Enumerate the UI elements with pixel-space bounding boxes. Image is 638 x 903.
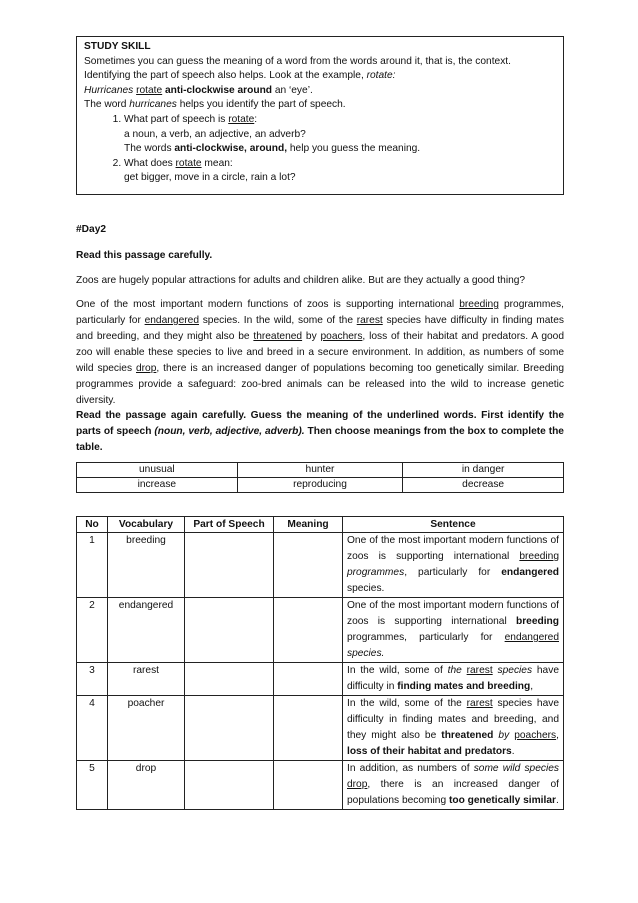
task-instruction: Read the passage again carefully. Guess the meaning of the underlined words. First identify the parts of speech (noun, verb, adjective, adverb). Then choose meanings from the box to complete the table. bbox=[76, 410, 564, 453]
row-sentence: One of the most important modern functions of zoos is supporting international breeding programmes, particularly for endangered species. bbox=[343, 598, 564, 663]
day-heading: #Day2 bbox=[76, 224, 107, 235]
study-skill-box bbox=[76, 36, 564, 195]
study-skill-intro2: Identifying the part of speech also helps. Look at the example, rotate: bbox=[84, 70, 396, 82]
study-skill-intro1: Sometimes you can guess the meaning of a word from the words around it, that is, the context. bbox=[84, 55, 511, 67]
row-part-of-speech-cell[interactable] bbox=[185, 761, 274, 810]
row-part-of-speech-cell[interactable] bbox=[185, 533, 274, 598]
row-meaning-cell[interactable] bbox=[274, 598, 343, 663]
word-box-cell: reproducing bbox=[237, 478, 403, 493]
meaning-word-box bbox=[76, 462, 564, 493]
study-skill-questions bbox=[84, 113, 556, 186]
row-sentence: In the wild, some of the rarest species have difficulty in finding mates and breeding, bbox=[343, 663, 564, 696]
table-row bbox=[77, 761, 564, 810]
row-part-of-speech-cell[interactable] bbox=[185, 598, 274, 663]
table-row bbox=[77, 696, 564, 761]
row-vocabulary: poacher bbox=[108, 696, 185, 761]
table-row bbox=[77, 598, 564, 663]
word-box-cell: hunter bbox=[237, 463, 403, 478]
study-skill-word-line: The word hurricanes helps you identify the part of speech. bbox=[84, 99, 346, 111]
row-vocabulary: rarest bbox=[108, 663, 185, 696]
word-box-row bbox=[77, 463, 564, 478]
table-row bbox=[77, 663, 564, 696]
row-vocabulary: endangered bbox=[108, 598, 185, 663]
row-part-of-speech-cell[interactable] bbox=[185, 696, 274, 761]
row-no: 3 bbox=[77, 663, 108, 696]
table-row bbox=[77, 533, 564, 598]
study-skill-example: Hurricanes rotate anti-clockwise around an ‘eye’. bbox=[84, 84, 313, 96]
table-header-row bbox=[77, 517, 564, 533]
study-question-2: 2. What does rotate mean: get bigger, move in a circle, rain a lot? bbox=[124, 157, 556, 186]
row-part-of-speech-cell[interactable] bbox=[185, 663, 274, 696]
row-sentence: One of the most important modern functions of zoos is supporting international breeding programmes, particularly for endangered species. bbox=[343, 533, 564, 598]
row-meaning-cell[interactable] bbox=[274, 663, 343, 696]
row-meaning-cell[interactable] bbox=[274, 533, 343, 598]
word-box-cell: increase bbox=[77, 478, 238, 493]
passage-paragraph-1: Zoos are hugely popular attractions for adults and children alike. But are they actually a good thing? bbox=[76, 275, 526, 286]
read-instruction: Read this passage carefully. bbox=[76, 250, 213, 261]
row-meaning-cell[interactable] bbox=[274, 696, 343, 761]
word-box-row bbox=[77, 478, 564, 493]
row-no: 5 bbox=[77, 761, 108, 810]
row-vocabulary: drop bbox=[108, 761, 185, 810]
header-no: No bbox=[77, 517, 108, 533]
row-no: 2 bbox=[77, 598, 108, 663]
header-vocabulary: Vocabulary bbox=[108, 517, 185, 533]
row-no: 4 bbox=[77, 696, 108, 761]
word-box-cell: decrease bbox=[403, 478, 564, 493]
row-sentence: In the wild, some of the rarest species have difficulty in finding mates and breeding, and they might also be threatened by poachers, loss of their habitat and predators. bbox=[343, 696, 564, 761]
header-meaning: Meaning bbox=[274, 517, 343, 533]
word-box-cell: unusual bbox=[77, 463, 238, 478]
word-box-cell: in danger bbox=[403, 463, 564, 478]
row-no: 1 bbox=[77, 533, 108, 598]
header-sentence: Sentence bbox=[343, 517, 564, 533]
row-meaning-cell[interactable] bbox=[274, 761, 343, 810]
study-question-1: 1. What part of speech is rotate: a noun, a verb, an adjective, an adverb? The words anti-clockwise, around, help you guess the meaning. bbox=[124, 113, 556, 157]
passage-paragraph-2: One of the most important modern functions of zoos is supporting international breeding programmes, particularly for endangered species. In the wild, some of the rarest species have difficulty in finding mates and breeding, and they might also be threatened by poachers, loss of their habitat and predators. A good zoo will enable these species to live and breed in a secure environment. In addition, as numbers of some wild species drop, there is an increased danger of populations becoming too genetically similar. Breeding programmes provide a safeguard: zoo-bred animals can be released into the wild to increase genetic diversity. bbox=[76, 299, 564, 406]
row-vocabulary: breeding bbox=[108, 533, 185, 598]
vocabulary-table bbox=[76, 516, 564, 810]
header-part-of-speech: Part of Speech bbox=[185, 517, 274, 533]
row-sentence: In addition, as numbers of some wild species drop, there is an increased danger of populations becoming too genetically similar. bbox=[343, 761, 564, 810]
study-skill-title: STUDY SKILL bbox=[84, 41, 151, 52]
